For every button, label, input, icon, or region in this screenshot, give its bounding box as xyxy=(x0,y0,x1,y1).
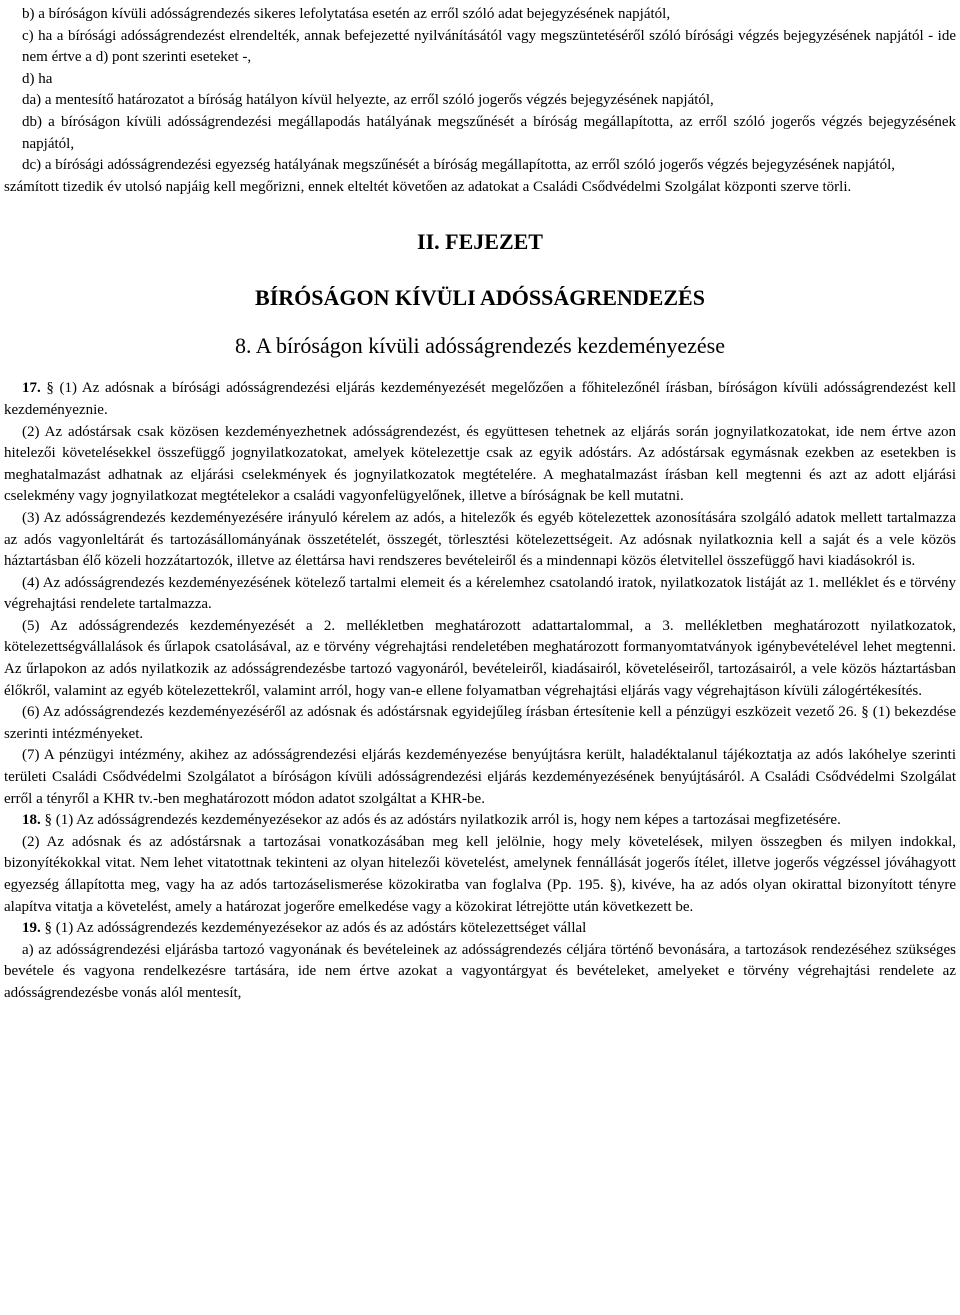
list-item-b: b) a bíróságon kívüli adósságrendezés sikeres lefolytatása esetén az erről szóló adat bejegyzésének napjától, xyxy=(22,6,671,22)
paragraph-17-7: (7) A pénzügyi intézmény, akihez az adósságrendezési eljárás kezdeményezése benyújtásra került, haladéktalanul tájékoztatja az adós lakóhelye szerinti területi Családi Csődvédelmi Szolgálatot a bíróságon kívüli adósságrendezési eljárás kezdeményezésének benyújtásáról. A Családi Csődvédelmi Szolgálat erről a tényről a KHR tv.-ben meghatározott módon adatot szolgáltat a KHR-be. xyxy=(4,747,956,807)
paragraph-text: § (1) Az adósnak a bírósági adósságrendezési eljárás kezdeményezését megelőzően a főhitelezőnél írásban, bíróságon kívüli adósságrendezést kell kezdeményeznie. xyxy=(4,380,957,418)
paragraph-18-1 xyxy=(4,810,956,832)
chapter-number: II. FEJEZET xyxy=(417,229,543,255)
closing-paragraph: számított tizedik év utolsó napjáig kell megőrizni, ennek elteltét követően az adatokat a Családi Csődvédelmi Szolgálat központi szerve törli. xyxy=(4,178,852,195)
paragraph-18-2: (2) Az adósnak és az adóstársnak a tartozásai vonatkozásában meg kell jelölnie, hogy mely követelések, milyen összegben és milyen indokkal, bizonyítékokkal vitat. Nem lehet vitatottnak tekinteni az olyan hitelezői követelést, amelynek fennállását jogerős ítélet, illetve jogerős végzéssel jóváhagyott egyezség állapította meg, vagy ha az adós tartozáselismerése közokiratba van foglalva (Pp. 195. §), kivéve, ha az adós olyan okirattal bizonyított tényre alapítva vitatja a követelést, amely a határozat jogerőre emelkedése vagy a közokirat létrejötte után következett be. xyxy=(4,833,956,915)
paragraph-text: § (1) Az adósságrendezés kezdeményezésekor az adós és az adóstárs kötelezettséget vállal xyxy=(44,920,587,937)
paragraph-19-a: a) az adósságrendezési eljárásba tartozó vagyonának és bevételeinek az adósságrendezés céljára történő bevonására, a tartozások rendezéséhez szükséges bevétele és vagyona rendelkezésre tartására, ide nem értve azokat a vagyontárgyat és bevételeket, amelyeket e törvény végrehajtási rendelete az adósságrendezésbe vonás alól mentesít, xyxy=(4,941,956,1001)
paragraph-17-6: (6) Az adósságrendezés kezdeményezéséről az adósnak és adóstársnak egyidejűleg írásban értesítenie kell a pénzügyi eszközeit vezető 26. § (1) bekezdése szerinti intézményeket. xyxy=(4,704,956,742)
paragraph-number: 18. xyxy=(22,812,41,829)
list-item-d: d) ha xyxy=(22,70,53,87)
paragraph-17-1 xyxy=(4,378,956,421)
list-item-dc: dc) a bírósági adósságrendezési egyezség hatályának megszűnését a bíróság megállapította, az erről szóló jogerős végzés bejegyzésének napjától, xyxy=(22,157,895,174)
list-item-db: db) a bíróságon kívüli adósságrendezési megállapodás hatályának megszűnését a bíróság megállapította, az erről szóló jogerős végzés bejegyzésének napjától, xyxy=(22,113,956,152)
paragraph-17-2: (2) Az adóstársak csak közösen kezdeményezhetnek adósságrendezést, és együttesen tehetnek az eljárás során jognyilatkozatokat, ide nem értve azon hitelezői követelésekkel összefüggő jognyilatkozatokat, amelyek kötelezettje csak az egyik adóstárs. Az adóstársak egymásnak ezekben az esetekben is meghatalmazást adhatnak az eljárási cselekmények és jognyilatkozatok megtételére. A meghatalmazást írásban kell megtenni és azt az adott eljárási cselekmény vagy jognyilatkozat megtételekor a családi vagyonfelügyelőnek, illetve a bíróságnak be kell mutatni. xyxy=(4,423,956,505)
paragraph-17-5: (5) Az adósságrendezés kezdeményezését a 2. mellékletben meghatározott adattartalommal, a 3. mellékletben meghatározott nyilatkozatok, kötelezettségvállalások és űrlapok csatolásával, az e törvény végrehajtási rendeletében meghatározott formanyomtatványok igénybevételével lehet megtenni. Az űrlapokon az adós nyilatkozik az adósságrendezésbe tartozó vagyonáról, bevételeiről, kiadásairól, követeléseiről, tartozásairól, a vele közös háztartásban élőkről, valamint az egyéb kötelezettekről, valamint arról, hogy van-e ellene folyamatban végrehajtási eljárás vagy végrehajtáson kívüli zálogértékesítés. xyxy=(4,617,956,699)
paragraph-17-4: (4) Az adósságrendezés kezdeményezésének kötelező tartalmi elemeit és a kérelemhez csatolandó iratok, nyilatkozatok listáját az 1. melléklet és e törvény végrehajtási rendelete tartalmazza. xyxy=(4,574,956,613)
paragraph-number: 17. xyxy=(22,380,41,397)
paragraph-text: § (1) Az adósságrendezés kezdeményezésekor az adós és az adóstárs nyilatkozik arról is, hogy nem képes a tartozásai megfizetésére. xyxy=(44,812,841,829)
paragraph-17-3: (3) Az adósságrendezés kezdeményezésére irányuló kérelem az adós, a hitelezők és egyéb kötelezettek azonosítására szolgáló adatok mellett tartalmazza az adós vagyonleltárát és tartozásállományának összetételét, összegét, törlesztési kötelezettségeit. Az adósnak nyilatkoznia kell a saját és a vele közös háztartásban élő közeli hozzátartozók, illetve az élettársa havi rendszeres bevételeiről és a mindennapi közös életvitellel összefüggő havi kiadásokról is. xyxy=(4,509,956,570)
list-item-da: da) a mentesítő határozatot a bíróság hatályon kívül helyezte, az erről szóló jogerős végzés bejegyzésének napjától, xyxy=(22,92,714,109)
paragraph-19-1 xyxy=(4,918,956,940)
chapter-title: BÍRÓSÁGON KÍVÜLI ADÓSSÁGRENDEZÉS xyxy=(255,285,705,311)
section-title: 8. A bíróságon kívüli adósságrendezés kezdeményezése xyxy=(235,333,725,359)
paragraph-number: 19. xyxy=(22,920,41,937)
list-item-c: c) ha a bírósági adósságrendezést elrendelték, annak befejezetté nyilvánításától vagy megszüntetéséről szóló bírósági végzés bejegyzésének napjától - ide nem értve a d) pont szerinti eseteket -, xyxy=(22,27,956,66)
